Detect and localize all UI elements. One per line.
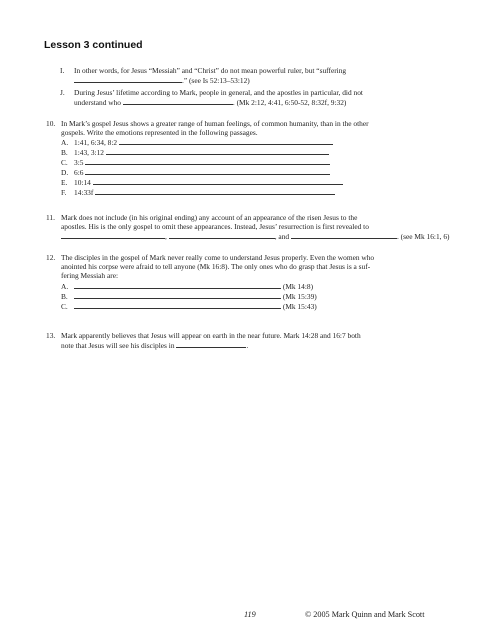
question-11-blank-3[interactable] [291, 231, 397, 239]
question-10-option-b-blank[interactable] [106, 147, 329, 155]
question-10-option-a: A. 1:41, 6:34, 8:2 [61, 137, 333, 147]
question-10-line-1: In Mark’s gospel Jesus shows a greater range of human feelings, of common humanity, than in the other [61, 119, 369, 128]
question-10-option-b: B. 1:43, 3:12 [61, 147, 329, 157]
question-12-option-c: C. (Mk 15:43) [61, 301, 317, 311]
copyright-notice: © 2005 Mark Quinn and Mark Scott [305, 610, 425, 619]
question-11-line-2: apostles. His is the only gospel to omit these appearances. Instead, Jesus’ resurrection is first revealed to [61, 222, 369, 232]
question-12-option-a: A. (Mk 14:8) [61, 281, 314, 291]
item-j-blank[interactable] [123, 97, 233, 105]
question-10-line-2: gospels. Write the emotions represented in the following passages. [61, 128, 258, 138]
item-j-line-2-prefix: understand who [74, 98, 122, 108]
page-heading: Lesson 3 continued [44, 39, 143, 51]
question-10-option-d: D. 6:6 [61, 167, 330, 177]
question-10-option-f-blank[interactable] [95, 187, 335, 195]
question-10-option-c: C. 3:5 [61, 157, 330, 167]
question-12-line-1: The disciples in the gospel of Mark never really come to understand Jesus properly. Even the women who [61, 253, 375, 262]
item-i-line-2-text: .” (see Is 52:13–53:12) [182, 76, 250, 86]
page-number: 119 [244, 610, 256, 619]
item-j-number: J. [60, 88, 65, 97]
question-10-option-e-blank[interactable] [93, 177, 343, 185]
question-10-option-c-blank[interactable] [85, 157, 330, 165]
question-10 [46, 119, 456, 207]
question-11-line-1: Mark does not include (in his original ending) any account of an appearance of the risen Jesus to the [61, 213, 358, 222]
question-12-line-2: anointed his corpse were afraid to tell anyone (Mk 16:8). The only ones who do grasp that Jesus is a suf- [61, 262, 371, 272]
item-j-line-2-suffix: . (Mk 2:12, 4:41, 6:50-52, 8:32f, 9:32) [232, 98, 347, 108]
question-13 [46, 331, 456, 351]
question-11-blank-1[interactable] [61, 231, 165, 239]
question-12-number: 12. [46, 253, 56, 262]
item-j-line-1: During Jesus’ lifetime according to Mark, people in general, and the apostles in particular, did not [74, 88, 363, 97]
question-10-option-f: F. 14:33f [61, 187, 335, 197]
question-12-option-b-blank[interactable] [74, 291, 281, 299]
item-i-blank[interactable] [74, 75, 182, 83]
question-12-option-a-blank[interactable] [74, 281, 281, 289]
question-11-blank-2[interactable] [169, 231, 275, 239]
question-12-line-3: fering Messiah are: [61, 271, 119, 281]
item-j [60, 88, 460, 108]
question-13-blank[interactable] [176, 340, 246, 348]
question-10-option-a-blank[interactable] [119, 137, 333, 145]
question-13-number: 13. [46, 331, 56, 340]
question-10-option-d-blank[interactable] [85, 167, 330, 175]
question-13-line-1: Mark apparently believes that Jesus will appear on earth in the near future. Mark 14:28 and 16:7 both [61, 331, 361, 340]
question-12 [46, 253, 456, 323]
question-12-option-c-blank[interactable] [74, 301, 281, 309]
item-i-line-1: In other words, for Jesus “Messiah” and “Christ” do not mean powerful ruler, but “suffering [74, 66, 347, 75]
question-10-option-e: E. 10:14 [61, 177, 343, 187]
question-11 [46, 213, 456, 243]
question-12-option-b: B. (Mk 15:39) [61, 291, 317, 301]
item-j-line-2 [74, 97, 460, 107]
item-i-number: I. [60, 66, 65, 75]
item-i [60, 66, 460, 86]
item-i-line-2 [74, 75, 460, 85]
question-11-number: 11. [46, 213, 55, 222]
question-10-number: 10. [46, 119, 56, 128]
question-11-line-3: , , and . (see Mk 16:1, 6) [61, 231, 456, 241]
question-13-line-2: note that Jesus will see his disciples in . [61, 341, 249, 351]
